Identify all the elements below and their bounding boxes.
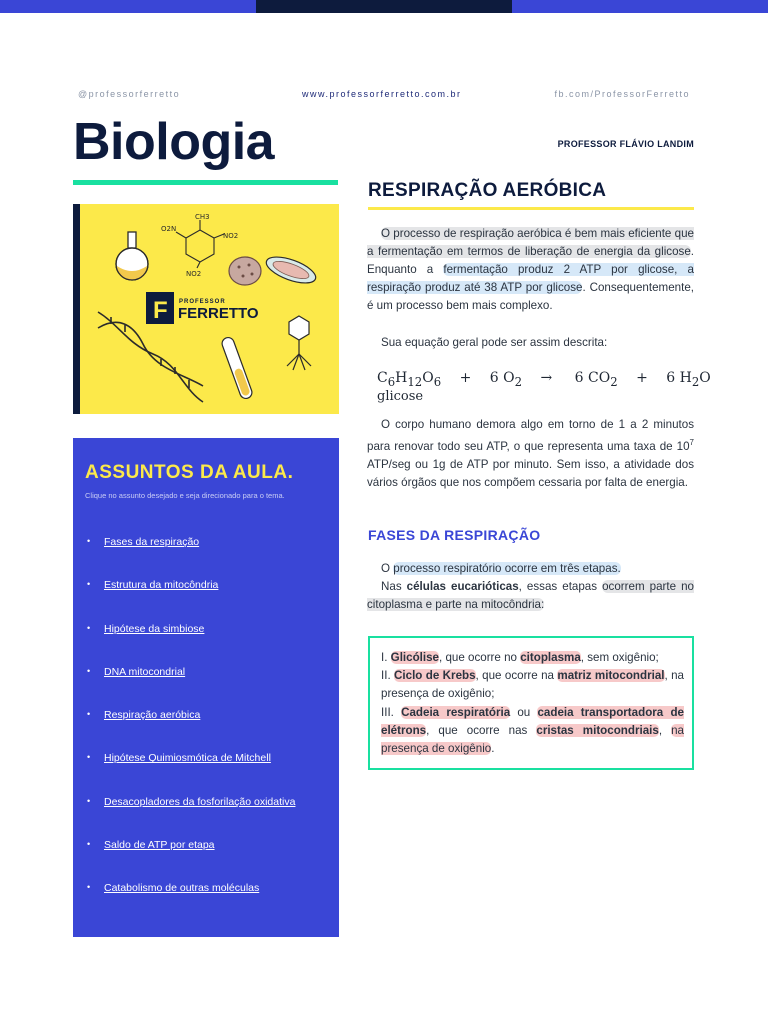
eq-sub: 2 [691,374,700,389]
phases-box-text [381,649,684,758]
ferretto-logo [146,292,259,324]
text-segment: , [658,723,672,737]
text-segment: ou [510,705,538,719]
website-link[interactable]: www.professorferretto.com.br [302,89,462,99]
test-tube-icon [220,336,253,400]
dna-icon [98,312,203,402]
text-segment: . Enquanto a [367,245,694,276]
eq-arrow: → [540,370,553,386]
text-segment: , sem oxigênio; [580,651,659,664]
eq-sub: 6 [387,374,396,389]
cell-icon [229,257,261,285]
top-color-bar [0,0,768,13]
section-title-underline [368,207,694,210]
paragraph-equation-intro [367,334,694,352]
bullet: • [87,622,91,633]
section-title: RESPIRAÇÃO AERÓBICA [368,180,607,201]
eq-plus: + [459,370,472,386]
molecule-label-no2-bottom: NO2 [186,270,202,278]
eq-h: H [395,370,408,386]
subjects-hint: Clique no assunto desejado e seja direcionado para o tema. [85,491,285,500]
eq-co2: 6 CO [574,370,611,386]
text-segment: , na presença de oxigênio; [381,669,684,701]
molecule-label-ch3: CH3 [195,213,210,221]
subject-link-simbiose[interactable]: Hipótese da simbiose [104,622,205,635]
subject-link-mitchell[interactable]: Hipótese Quimiosmótica de Mitchell [104,752,271,765]
eq-o2: 6 O [489,370,515,386]
title-underline [73,180,338,185]
subject-link-fases[interactable]: Fases da respiração [104,536,200,548]
top-bar-segment-navy [256,0,512,13]
bullet: • [87,839,91,850]
subject-link-estrutura[interactable]: Estrutura da mitocôndria [104,579,219,592]
superscript: 7 [689,438,694,447]
text-segment: O [381,562,394,575]
subject-link-dna[interactable]: DNA mitocondrial [104,665,186,678]
bullet: • [87,665,91,676]
highlight-krebs: Ciclo de Krebs [394,669,476,683]
highlight-matriz: matriz mitocondrial [557,669,665,683]
text-segment: , essas etapas [518,580,603,593]
eq-sub: 6 [433,374,442,389]
subject-link-desacopladores[interactable]: Desacopladores da fosforilação oxidativa [104,795,296,808]
top-bar-segment-blue-right [512,0,768,13]
molecule-label-o2n: O2N [161,225,177,233]
highlight-cristas: cristas mitocondriais [536,723,659,737]
eq-h2o-o: O [699,370,711,386]
logo-big-text: FERRETTO [178,305,259,322]
eq-sub: 2 [610,374,618,389]
text-segment: , que ocorre nas [426,723,537,737]
eq-plus: + [636,370,648,386]
text-segment: III. [381,705,402,719]
bullet: • [87,882,91,893]
highlight-atp-comparison: fermentação produz 2 ATP por glicose, a respiração produz até 38 ATP por glicose [367,263,694,294]
highlight-cadeia-transportadora: cadeia transportadora de elétrons [381,705,684,737]
hero-illustration [73,204,339,414]
text-segment: I. [381,651,391,664]
text-segment: ATP/seg ou 1g de ATP por minuto. Sem isso, a atividade dos vários órgãos que nos compõem cessaria por falta de energia. [367,457,694,489]
text-segment: , que ocorre no [439,651,521,664]
top-bar-segment-blue-left [0,0,256,13]
equation-line [377,370,711,389]
page-title: Biologia [73,113,275,171]
text-segment: Sua equação geral pode ser assim descrita: [381,336,608,349]
text-segment: . [491,742,495,756]
bullet: • [87,579,91,590]
subject-link-respiracao[interactable]: Respiração aeróbica [104,709,201,722]
subjects-panel [73,438,339,937]
bullet: • [87,752,91,763]
text-segment: O corpo humano demora algo em torno de 1 a 2 minutos para renovar todo seu ATP, o que representa uma taxa de 10 [367,418,694,453]
bold-eukaryotic: células eucarióticas [406,580,519,593]
virus-icon [287,316,311,370]
author-name: PROFESSOR FLÁVIO LANDIM [557,139,694,149]
hero-banner [73,204,339,414]
eq-sub: 12 [407,374,423,389]
subject-link-catabolismo[interactable]: Catabolismo de outras moléculas [104,882,260,895]
highlight-citoplasma: citoplasma [520,651,581,664]
equation-glucose-label: glicose [377,389,424,404]
text-segment: II. [381,669,395,683]
bullet: • [87,795,91,806]
highlight-oxigenio: na presença de oxigênio [381,723,684,756]
phases-title: FASES DA RESPIRAÇÃO [368,527,541,543]
bullet: • [87,536,91,546]
chemical-equation [377,368,711,408]
eq-o: O [422,370,434,386]
highlight-three-stages: processo respiratório ocorre em três etapas. [393,562,621,575]
eq-c: C [377,370,388,386]
paragraph-phases [367,560,694,614]
highlight-cadeia-respiratoria: Cadeia respiratória [401,705,511,719]
highlight-efficiency: O processo de respiração aeróbica é bem mais eficiente que a fermentação em termos de liberação de energia da glicose [367,227,694,258]
instagram-handle[interactable]: @professorferretto [78,89,181,99]
molecule-label-no2-right: NO2 [223,232,239,240]
eq-sub: 2 [514,374,523,389]
tnt-molecule-icon [176,220,224,268]
petri-dish-icon [263,252,319,289]
subject-link-saldo[interactable]: Saldo de ATP por etapa [104,839,215,852]
highlight-location: ocorrem parte no citoplasma e parte na mitocôndria: [367,580,694,611]
text-segment: . Consequentemente, é um processo bem mais complexo. [367,281,694,312]
phases-box [368,636,694,770]
facebook-link[interactable]: fb.com/ProfessorFerretto [554,89,690,99]
paragraph-atp-renewal [367,416,694,492]
highlight-glicolise: Glicólise [390,651,439,664]
bullet: • [87,709,91,720]
subjects-heading: ASSUNTOS DA AULA. [85,462,294,483]
logo-small-text: PROFESSOR [179,299,226,305]
text-segment: , que ocorre na [475,669,558,683]
text-segment: Nas [381,580,407,593]
paragraph-intro [367,225,694,315]
eq-h2o: 6 H [666,370,692,386]
flask-icon [116,232,148,280]
logo-mark: F [153,297,168,324]
